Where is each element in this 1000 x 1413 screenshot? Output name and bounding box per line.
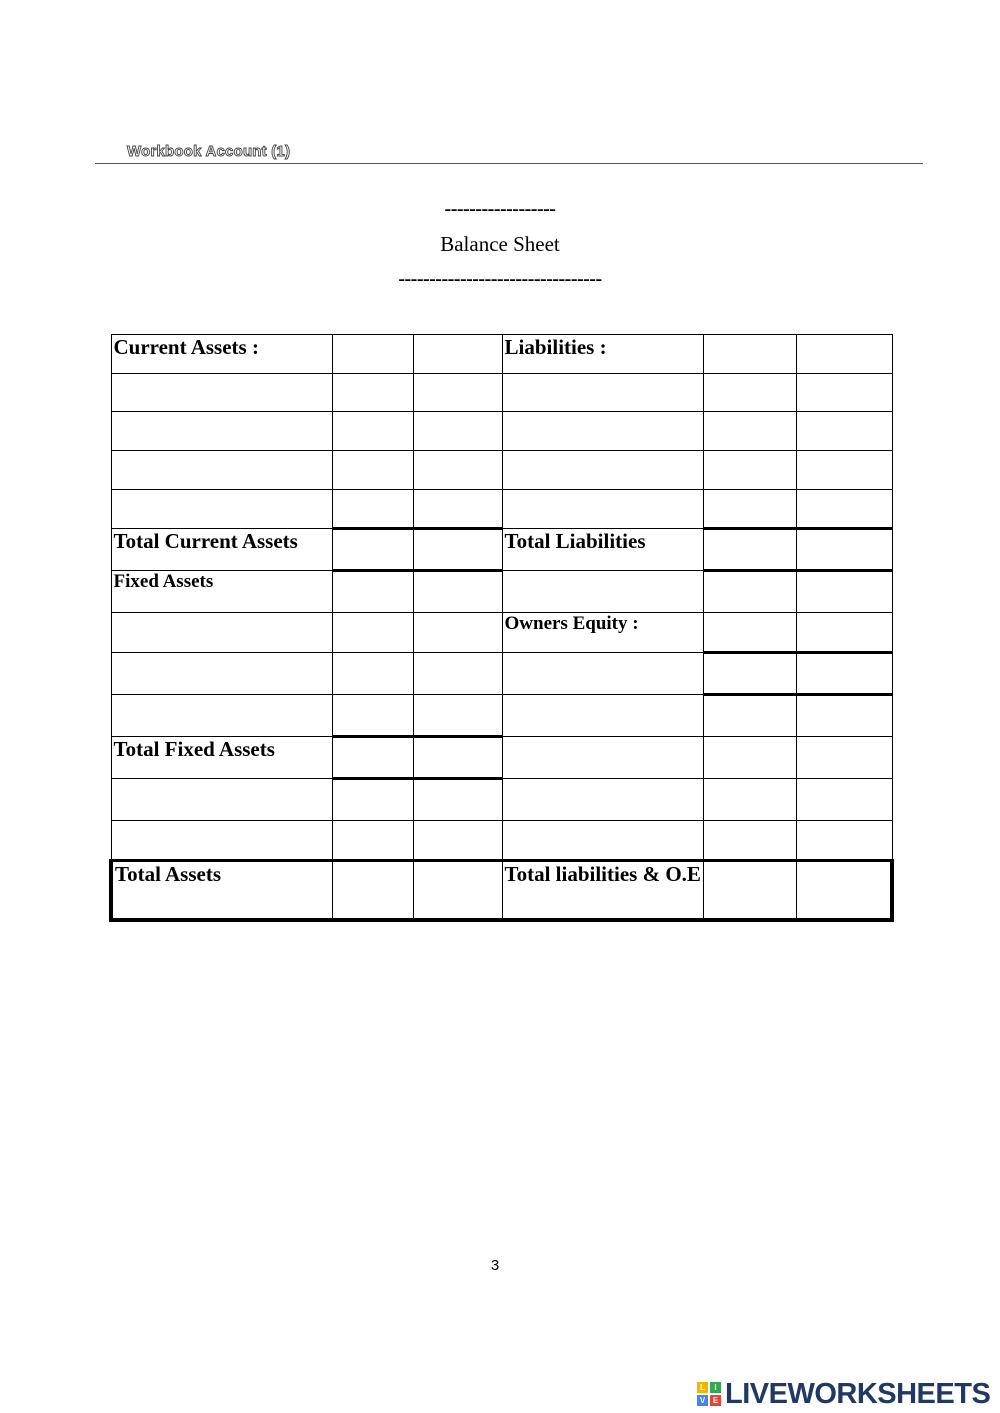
amount-cell[interactable]	[413, 335, 502, 374]
amount-cell[interactable]	[796, 374, 892, 412]
page-title: Balance Sheet	[440, 232, 560, 256]
amount-cell[interactable]	[332, 490, 413, 529]
entry-cell[interactable]	[502, 653, 703, 695]
amount-cell[interactable]	[796, 613, 892, 653]
table-row	[111, 451, 892, 490]
amount-cell[interactable]	[413, 821, 502, 861]
entry-cell[interactable]	[502, 490, 703, 529]
fixed-assets-label: Fixed Assets	[111, 571, 332, 613]
amount-cell[interactable]	[413, 451, 502, 490]
table-row	[111, 737, 892, 779]
table-row	[111, 490, 892, 529]
amount-cell[interactable]	[332, 821, 413, 861]
amount-cell[interactable]	[413, 695, 502, 737]
amount-cell[interactable]	[332, 861, 413, 921]
logo-square: V	[697, 1395, 708, 1406]
amount-cell[interactable]	[332, 529, 413, 571]
amount-cell[interactable]	[796, 779, 892, 821]
amount-cell[interactable]	[796, 821, 892, 861]
amount-cell[interactable]	[413, 529, 502, 571]
amount-cell[interactable]	[703, 779, 796, 821]
logo-square: E	[710, 1395, 721, 1406]
amount-cell[interactable]	[413, 490, 502, 529]
total-fixed-assets-label: Total Fixed Assets	[111, 737, 332, 779]
table-row	[111, 695, 892, 737]
entry-cell[interactable]	[502, 779, 703, 821]
entry-cell[interactable]	[111, 821, 332, 861]
entry-cell[interactable]	[111, 374, 332, 412]
amount-cell[interactable]	[796, 529, 892, 571]
amount-cell[interactable]	[703, 571, 796, 613]
amount-cell[interactable]	[332, 653, 413, 695]
amount-cell[interactable]	[703, 613, 796, 653]
amount-cell[interactable]	[332, 571, 413, 613]
entry-cell[interactable]	[111, 412, 332, 451]
amount-cell[interactable]	[703, 737, 796, 779]
amount-cell[interactable]	[796, 412, 892, 451]
amount-cell[interactable]	[413, 374, 502, 412]
amount-cell[interactable]	[332, 737, 413, 779]
table-row	[111, 613, 892, 653]
amount-cell[interactable]	[413, 861, 502, 921]
amount-cell[interactable]	[796, 737, 892, 779]
table-row	[111, 529, 892, 571]
amount-cell[interactable]	[796, 653, 892, 695]
total-liabilities-label: Total Liabilities	[502, 529, 703, 571]
total-assets-label: Total Assets	[111, 861, 332, 921]
entry-cell[interactable]	[111, 613, 332, 653]
amount-cell[interactable]	[413, 653, 502, 695]
amount-cell[interactable]	[703, 529, 796, 571]
amount-cell[interactable]	[796, 335, 892, 374]
amount-cell[interactable]	[796, 571, 892, 613]
total-liabilities-oe-label: Total liabilities & O.E	[502, 861, 703, 921]
amount-cell[interactable]	[332, 613, 413, 653]
liveworksheets-logo	[697, 1378, 990, 1410]
entry-cell[interactable]	[502, 451, 703, 490]
entry-cell[interactable]	[502, 737, 703, 779]
amount-cell[interactable]	[703, 490, 796, 529]
amount-cell[interactable]	[796, 451, 892, 490]
entry-cell[interactable]	[111, 653, 332, 695]
amount-cell[interactable]	[332, 335, 413, 374]
amount-cell[interactable]	[796, 695, 892, 737]
amount-cell[interactable]	[413, 779, 502, 821]
entry-cell[interactable]	[111, 695, 332, 737]
header-rule	[95, 163, 923, 164]
owners-equity-label: Owners Equity :	[502, 613, 703, 653]
amount-cell[interactable]	[332, 695, 413, 737]
table-row	[111, 571, 892, 613]
title-top-dashes: ------------------	[444, 198, 556, 220]
entry-cell[interactable]	[111, 779, 332, 821]
amount-cell[interactable]	[703, 861, 796, 921]
amount-cell[interactable]	[703, 335, 796, 374]
title-bottom-dashes: ---------------------------------	[398, 268, 602, 290]
amount-cell[interactable]	[703, 412, 796, 451]
table-row	[111, 335, 892, 374]
amount-cell[interactable]	[413, 571, 502, 613]
amount-cell[interactable]	[703, 653, 796, 695]
liabilities-label: Liabilities :	[502, 335, 703, 374]
logo-mark-icon	[697, 1382, 721, 1406]
entry-cell[interactable]	[111, 490, 332, 529]
amount-cell[interactable]	[332, 374, 413, 412]
logo-text: LIVEWORKSHEETS	[725, 1377, 991, 1410]
entry-cell[interactable]	[502, 412, 703, 451]
entry-cell[interactable]	[502, 695, 703, 737]
table-row	[111, 653, 892, 695]
amount-cell[interactable]	[332, 451, 413, 490]
entry-cell[interactable]	[502, 571, 703, 613]
amount-cell[interactable]	[703, 451, 796, 490]
table-row	[111, 821, 892, 861]
amount-cell[interactable]	[413, 737, 502, 779]
amount-cell[interactable]	[413, 412, 502, 451]
total-current-assets-label: Total Current Assets	[111, 529, 332, 571]
amount-cell[interactable]	[413, 613, 502, 653]
entry-cell[interactable]	[111, 451, 332, 490]
amount-cell[interactable]	[332, 779, 413, 821]
amount-cell[interactable]	[703, 695, 796, 737]
amount-cell[interactable]	[796, 490, 892, 529]
table-row	[111, 412, 892, 451]
table-row	[111, 861, 892, 921]
amount-cell[interactable]	[703, 374, 796, 412]
balance-sheet-table	[109, 334, 894, 922]
current-assets-label: Current Assets :	[111, 335, 332, 374]
amount-cell[interactable]	[332, 412, 413, 451]
table-row	[111, 374, 892, 412]
logo-square: I	[710, 1382, 721, 1393]
table-row	[111, 779, 892, 821]
entry-cell[interactable]	[502, 374, 703, 412]
amount-cell[interactable]	[796, 861, 892, 921]
logo-square: L	[697, 1382, 708, 1393]
amount-cell[interactable]	[703, 821, 796, 861]
running-header: Workbook Account (1)	[127, 143, 291, 160]
entry-cell[interactable]	[502, 821, 703, 861]
page-number: 3	[490, 1257, 500, 1274]
